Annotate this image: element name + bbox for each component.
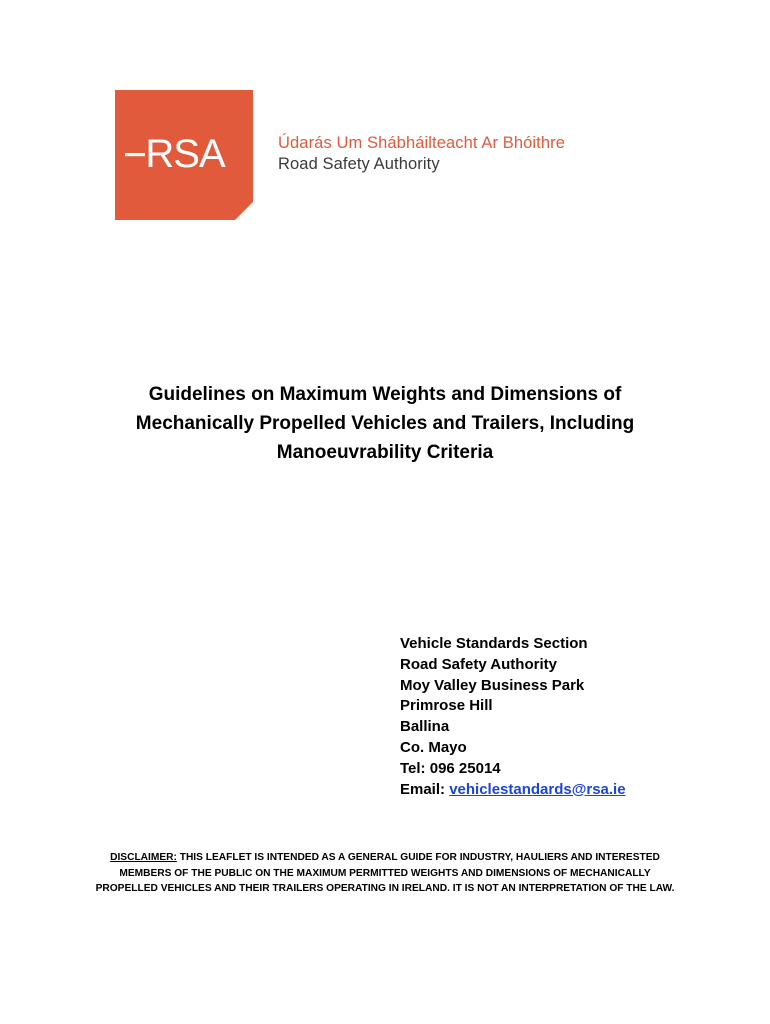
disclaimer-text: THIS LEAFLET IS INTENDED AS A GENERAL GUIDE FOR INDUSTRY, HAULIERS AND INTERESTED — [176, 852, 660, 863]
rsa-logo — [115, 90, 253, 220]
email-label: Email: — [400, 780, 450, 798]
title-line: Mechanically Propelled Vehicles and Trailers, Including — [135, 413, 635, 434]
address-line: Ballina — [400, 718, 450, 736]
logo-irish-name: Údarás Um Shábháilteacht Ar Bhóithre — [278, 134, 566, 152]
disclaimer — [50, 850, 720, 897]
address-line: Vehicle Standards Section — [400, 635, 588, 652]
address-line: Co. Mayo — [400, 738, 467, 756]
address-line: Road Safety Authority — [400, 655, 557, 673]
address-line: Moy Valley Business Park — [400, 676, 585, 694]
disclaimer-line: PROPELLED VEHICLES AND THEIR TRAILERS OPERATING IN IRELAND. IT IS NOT AN INTERPRETATION OF THE LAW. — [95, 883, 675, 894]
disclaimer-label: DISCLAIMER: — [110, 852, 177, 863]
email-line — [400, 780, 626, 801]
disclaimer-line: MEMBERS OF THE PUBLIC ON THE MAXIMUM PERMITTED WEIGHTS AND DIMENSIONS OF MECHANICALLY — [119, 867, 651, 879]
email-link[interactable]: vehiclestandards@rsa.ie — [449, 780, 626, 798]
phone-line: Tel: 096 25014 — [400, 759, 501, 777]
address-line: Primrose Hill — [400, 697, 493, 715]
contact-address — [400, 634, 626, 800]
document-title — [60, 380, 710, 467]
logo-english-name: Road Safety Authority — [278, 155, 440, 173]
title-line: Manoeuvrability Criteria — [276, 442, 494, 463]
rsa-logo-mark — [115, 90, 253, 220]
title-line: Guidelines on Maximum Weights and Dimensions of — [148, 384, 622, 405]
logo-wordmark — [278, 133, 565, 175]
logo-mark-text: RSA — [145, 132, 225, 176]
disclaimer-line — [50, 850, 720, 866]
